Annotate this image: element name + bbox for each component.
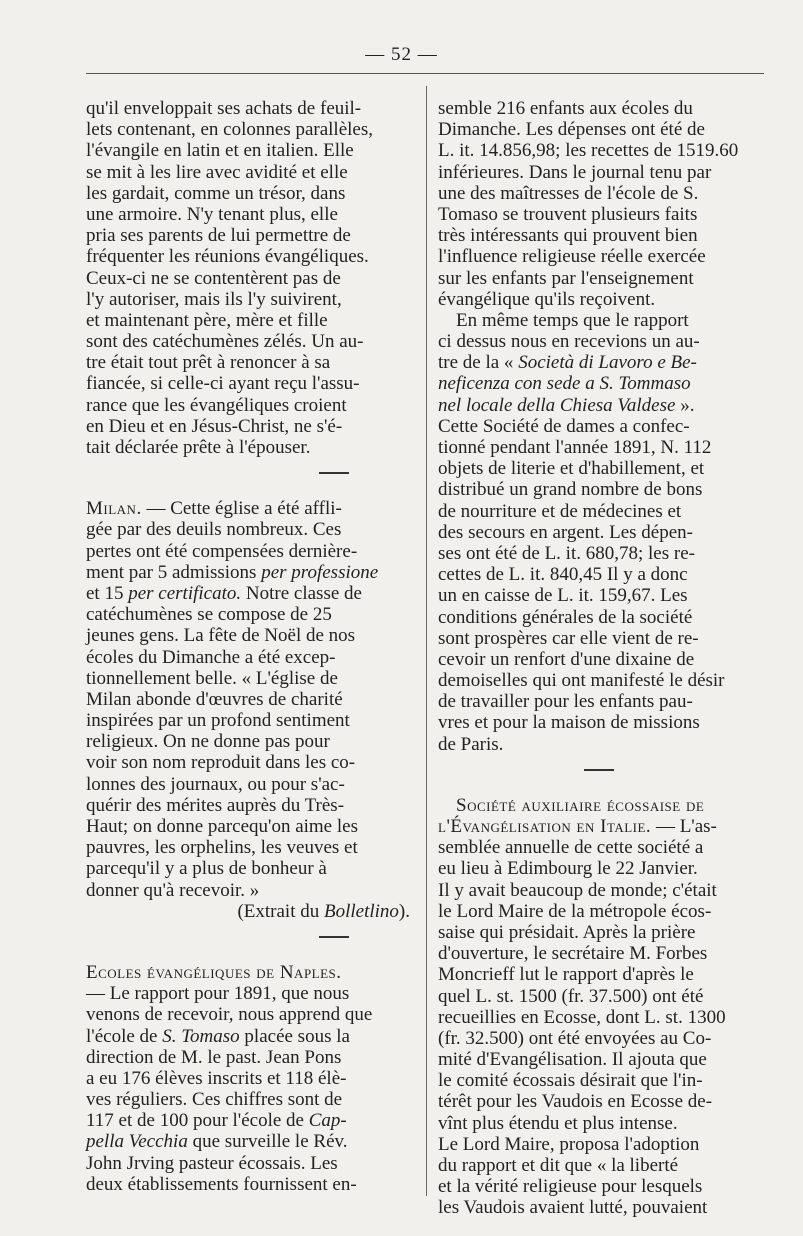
text-line: Il y avait beaucoup de monde; c'était xyxy=(438,879,717,901)
text-line: ves réguliers. Ces chiffres sont de xyxy=(86,1089,343,1111)
text-fragment: placée sous la xyxy=(239,1025,350,1047)
text-line: sont des catéchumènes zélés. Un au- xyxy=(86,331,364,353)
text-line: ses ont été de L. it. 680,78; les re- xyxy=(438,542,695,564)
left-column xyxy=(86,98,416,1195)
text-line: jeunes gens. La fête de Noël de nos xyxy=(86,625,356,647)
text-line: inférieures. Dans le journal tenu par xyxy=(438,161,712,183)
text-line: tionnellement belle. « L'église de xyxy=(86,667,338,689)
text-line: écoles du Dimanche a été excep- xyxy=(86,646,336,668)
text-line: John Jrving pasteur écossais. Les xyxy=(86,1152,338,1174)
text-line: térêt pour les Vaudois en Ecosse de- xyxy=(438,1091,713,1113)
text-line: un en caisse de L. it. 159,67. Les xyxy=(438,585,688,607)
text-line: de travailler pour les enfants pau- xyxy=(438,691,693,713)
text-fragment: tre de la « xyxy=(438,352,519,374)
text-line: En même temps que le rapport xyxy=(456,309,689,331)
text-line: très intéressants qui prouvent bien xyxy=(438,225,698,247)
text-line xyxy=(86,583,416,604)
text-line: saise qui présidait. Après la prière xyxy=(438,921,696,943)
text-fragment: — L'as- xyxy=(651,816,717,837)
text-line: cettes de L. it. 840,45 Il y a donc xyxy=(438,564,688,586)
text-line: lets contenant, en colonnes parallèles, xyxy=(86,119,374,141)
text-line: pria ses parents de lui permettre de xyxy=(86,225,351,247)
text-line xyxy=(86,498,416,519)
header-rule xyxy=(86,73,764,74)
text-line: recueillies en Ecosse, dont L. st. 1300 xyxy=(438,1006,726,1028)
section-heading-naples: Ecoles évangéliques de Naples. xyxy=(86,961,342,983)
page-number: — 52 — xyxy=(365,44,438,65)
italic-term: per certificato. xyxy=(128,582,242,604)
text-line: lonnes des journaux, ou pour s'ac- xyxy=(86,773,345,795)
italic-term: S. Tomaso xyxy=(162,1025,240,1047)
text-line: venons de recevoir, nous apprend que xyxy=(86,1004,373,1026)
text-line: tre était tout prêt à renoncer à sa xyxy=(86,352,331,374)
text-line: Cette Société de dames a confec- xyxy=(438,415,690,437)
text-fragment: ). xyxy=(398,900,410,922)
text-line: Milan abonde d'œuvres de charité xyxy=(86,688,343,710)
text-line: fiancée, si celle-ci ayant reçu l'assu- xyxy=(86,373,360,395)
text-line: inspirées par un profond sentiment xyxy=(86,710,350,732)
text-line: gée par des deuils nombreux. Ces xyxy=(86,519,342,541)
text-line: pertes ont été compensées dernière- xyxy=(86,540,358,562)
text-line: objets de literie et d'habillement, et xyxy=(438,458,705,480)
text-line: d'ouverture, le secrétaire M. Forbes xyxy=(438,943,708,965)
text-line: vînt plus étendu et plus intense. xyxy=(438,1112,678,1134)
text-line: l'évangile en latin et en italien. Elle xyxy=(86,140,354,162)
text-line: tait déclarée prête à l'épouser. xyxy=(86,437,311,458)
text-line: se mit à les lire avec avidité et elle xyxy=(86,161,348,183)
text-line: quérir des mérites auprès du Très- xyxy=(86,794,345,816)
column-divider xyxy=(426,86,427,1196)
text-line: Haut; on donne parcequ'on aime les xyxy=(86,816,358,837)
text-line: sont prospères car elle vient de re- xyxy=(438,627,699,649)
text-line: donner qu'à recevoir. » xyxy=(86,879,260,901)
right-column xyxy=(438,98,768,1219)
section-separator xyxy=(584,769,614,771)
text-line: deux établissements fournissent en- xyxy=(86,1173,357,1195)
text-line: ci dessus nous en recevions un au- xyxy=(438,331,700,353)
text-line: cevoir un renfort d'une dixaine de xyxy=(438,648,695,670)
text-line: les Vaudois avaient lutté, pouvaient xyxy=(438,1197,708,1219)
section-heading-milan: Milan. xyxy=(86,498,142,520)
text-line: religieux. On ne donne pas pour xyxy=(86,731,330,753)
text-line xyxy=(86,1110,416,1131)
text-line: de nourriture et de médecines et xyxy=(438,500,682,522)
italic-term: pella Vecchia xyxy=(86,1131,188,1153)
italic-term: per professione xyxy=(261,561,379,583)
text-line: Dimanche. Les dépenses ont été de xyxy=(438,119,705,141)
text-line: et la vérité religieuse pour lesquels xyxy=(438,1176,703,1198)
text-line: une des maîtresses de l'école de S. xyxy=(438,182,699,204)
text-line: quel L. st. 1500 (fr. 37.500) ont été xyxy=(438,985,704,1007)
text-line: demoiselles qui ont manifesté le désir xyxy=(438,670,725,692)
text-line: rance que les évangéliques croient xyxy=(86,394,347,416)
italic-term: Cap- xyxy=(308,1110,347,1132)
text-line xyxy=(86,1131,416,1152)
text-line: fréquenter les réunions évangéliques. xyxy=(86,246,369,268)
italic-term: Bolletlino xyxy=(323,900,399,922)
text-line: pauvres, les orphelins, les veuves et xyxy=(86,837,358,859)
text-line: tionné pendant l'année 1891, N. 112 xyxy=(438,437,712,458)
text-line: de Paris. xyxy=(438,733,504,755)
text-line: le Lord Maire de la métropole écos- xyxy=(438,900,712,922)
text-line: distribué un grand nombre de bons xyxy=(438,479,703,501)
text-line: les gardait, comme un trésor, dans xyxy=(86,182,346,204)
section-heading-scottish-cont: l'Évangélisation en Italie. xyxy=(438,816,652,837)
text-line: l'influence religieuse réelle exercée xyxy=(438,246,706,268)
text-line: eu lieu à Edimbourg le 22 Janvier. xyxy=(438,858,698,880)
text-fragment: ment par 5 admissions xyxy=(86,561,262,583)
text-fragment: Notre classe de xyxy=(241,582,362,604)
text-line: mité d'Evangélisation. Il ajouta que xyxy=(438,1049,707,1071)
text-line: sur les enfants par l'enseignement xyxy=(438,267,694,289)
italic-term: neficenza con sede a S. Tommaso xyxy=(438,373,691,395)
text-fragment: — Cette église a été affli- xyxy=(141,498,342,520)
text-line xyxy=(438,373,768,394)
text-line xyxy=(438,395,768,416)
text-fragment: (Extrait du xyxy=(237,900,324,922)
text-line xyxy=(86,562,416,583)
text-line xyxy=(438,352,768,373)
text-line: des secours en argent. Les dépen- xyxy=(438,521,693,543)
text-line: le comité écossais désirait que l'in- xyxy=(438,1070,703,1092)
text-fragment: et 15 xyxy=(86,582,129,604)
text-line: semble 216 enfants aux écoles du xyxy=(438,98,693,119)
text-line: Tomaso se trouvent plusieurs faits xyxy=(438,203,698,225)
text-line: a eu 176 élèves inscrits et 118 élè- xyxy=(86,1067,347,1089)
section-separator xyxy=(319,936,349,938)
section-separator xyxy=(319,472,349,474)
text-line xyxy=(86,1026,416,1047)
text-line: parcequ'il y a plus de bonheur à xyxy=(86,858,327,880)
text-line: voir son nom reproduit dans les co- xyxy=(86,752,356,774)
italic-term: nel locale della Chiesa Valdese xyxy=(438,394,676,416)
text-fragment: ». xyxy=(675,394,695,416)
text-line: évangélique qu'ils reçoivent. xyxy=(438,288,656,310)
text-line: semblée annuelle de cette société a xyxy=(438,837,704,859)
text-line: qu'il enveloppait ses achats de feuil- xyxy=(86,98,362,119)
text-line: du rapport et dit que « la liberté xyxy=(438,1155,679,1176)
text-line xyxy=(438,816,768,837)
extract-citation xyxy=(86,901,416,922)
text-line: l'y autoriser, mais ils l'y suivirent, xyxy=(86,288,342,310)
text-line: L. it. 14.856,98; les recettes de 1519.60 xyxy=(438,140,739,162)
text-line: vres et pour la maison de missions xyxy=(438,712,700,734)
text-line: conditions générales de la société xyxy=(438,606,693,628)
text-line: Moncrieff lut le rapport d'après le xyxy=(438,964,694,986)
text-line: une armoire. N'y tenant plus, elle xyxy=(86,203,338,225)
section-heading-scottish: Société auxiliaire écossaise de xyxy=(456,794,705,816)
text-fragment: 117 et de 100 pour l'école de xyxy=(86,1110,309,1132)
text-line: (fr. 32.500) ont été envoyées au Co- xyxy=(438,1027,712,1049)
text-line: et maintenant père, mère et fille xyxy=(86,309,328,331)
text-line: catéchumènes se compose de 25 xyxy=(86,604,332,626)
text-fragment: l'école de xyxy=(86,1025,163,1047)
text-line: Le Lord Maire, proposa l'adoption xyxy=(438,1133,700,1155)
text-line: Ceux-ci ne se contentèrent pas de xyxy=(86,267,341,289)
text-fragment: que surveille le Rév. xyxy=(187,1131,348,1153)
text-line: direction de M. le past. Jean Pons xyxy=(86,1046,342,1068)
italic-term: Società di Lavoro e Be- xyxy=(518,352,697,374)
text-line: — Le rapport pour 1891, que nous xyxy=(86,983,350,1005)
text-line: en Dieu et en Jésus-Christ, ne s'é- xyxy=(86,415,343,437)
